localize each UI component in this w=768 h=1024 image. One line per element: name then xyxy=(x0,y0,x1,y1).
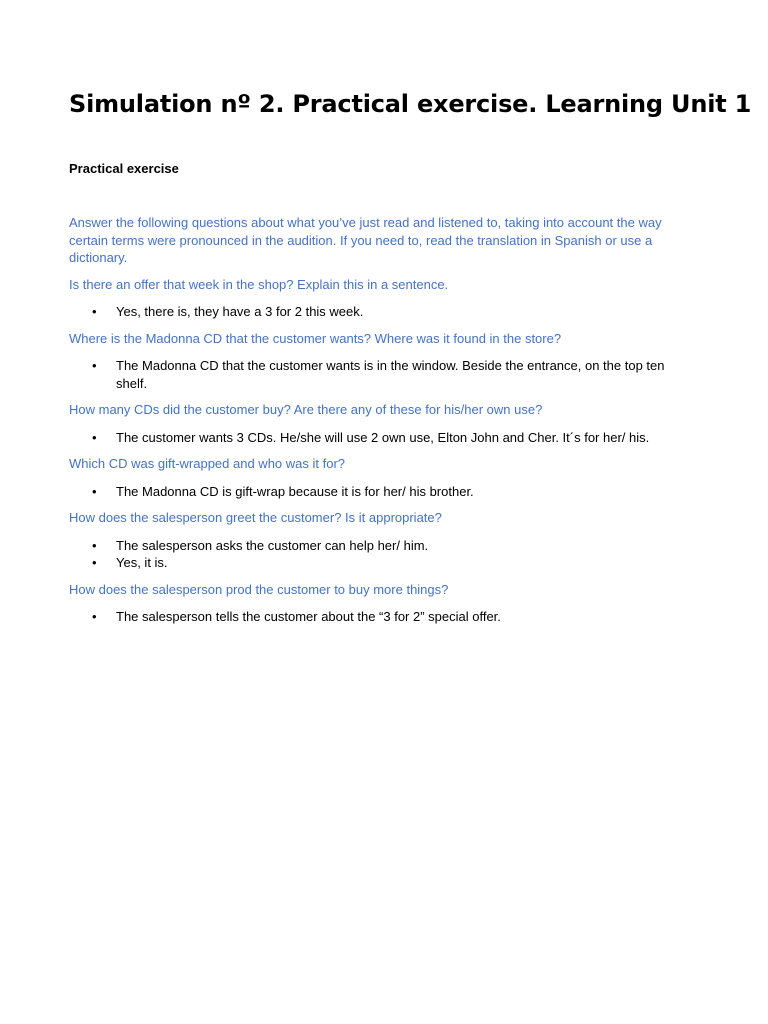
bullet-icon: • xyxy=(92,429,97,445)
question-6: How does the salesperson prod the customer to buy more things? xyxy=(69,581,449,597)
answer-item xyxy=(92,357,684,392)
answer-item xyxy=(92,554,684,572)
answer-item xyxy=(92,303,684,321)
answer-text: The Madonna CD that the customer wants is in the window. Beside the entrance, on the top ten shelf. xyxy=(116,358,665,391)
qa-block-3 xyxy=(69,401,684,446)
answer-text: Yes, it is. xyxy=(116,555,168,570)
bullet-icon: • xyxy=(92,358,97,373)
answer-list-4 xyxy=(69,483,684,501)
question-3: How many CDs did the customer buy? Are there any of these for his/her own use? xyxy=(69,402,543,417)
document-title: Simulation nº 2. Practical exercise. Learning Unit 1 xyxy=(69,90,752,118)
bullet-icon: • xyxy=(92,483,97,499)
answer-list-1 xyxy=(69,303,684,321)
bullet-icon: • xyxy=(92,609,97,624)
question-1: Is there an offer that week in the shop? Explain this in a sentence. xyxy=(69,276,449,292)
qa-block-1 xyxy=(69,276,684,321)
qa-block-5 xyxy=(69,509,684,572)
answer-text: The salesperson asks the customer can help her/ him. xyxy=(116,537,429,553)
answer-list-3 xyxy=(69,429,684,447)
instructions-paragraph: Answer the following questions about what you’ve just read and listened to, taking into account the way certain terms were pronounced in the audition. If you need to, read the translation in Spanish or use a dictionary. xyxy=(69,215,662,265)
qa-block-2 xyxy=(69,330,684,393)
answer-list-2 xyxy=(69,357,684,392)
bullet-icon: • xyxy=(92,537,97,553)
question-4: Which CD was gift-wrapped and who was it for? xyxy=(69,456,346,471)
answer-text: The customer wants 3 CDs. He/she will use 2 own use, Elton John and Cher. It´s for her/ his. xyxy=(116,429,650,445)
answer-item xyxy=(92,483,684,501)
answer-text: Yes, there is, they have a 3 for 2 this week. xyxy=(116,304,364,319)
question-2: Where is the Madonna CD that the customer wants? Where was it found in the store? xyxy=(69,330,562,346)
document-page xyxy=(69,86,752,626)
answer-item xyxy=(92,608,684,626)
bullet-icon: • xyxy=(92,304,97,319)
bullet-icon: • xyxy=(92,555,97,570)
answer-item xyxy=(92,429,684,447)
answer-list-5 xyxy=(69,537,684,572)
answer-list-6 xyxy=(69,608,684,626)
section-subheading: Practical exercise xyxy=(69,161,179,176)
answer-text: The Madonna CD is gift-wrap because it is for her/ his brother. xyxy=(116,483,474,499)
answer-item xyxy=(92,537,684,555)
question-5: How does the salesperson greet the customer? Is it appropriate? xyxy=(69,510,442,525)
answer-text: The salesperson tells the customer about the “3 for 2” special offer. xyxy=(116,609,501,624)
qa-block-4 xyxy=(69,455,684,500)
qa-block-6 xyxy=(69,581,684,626)
